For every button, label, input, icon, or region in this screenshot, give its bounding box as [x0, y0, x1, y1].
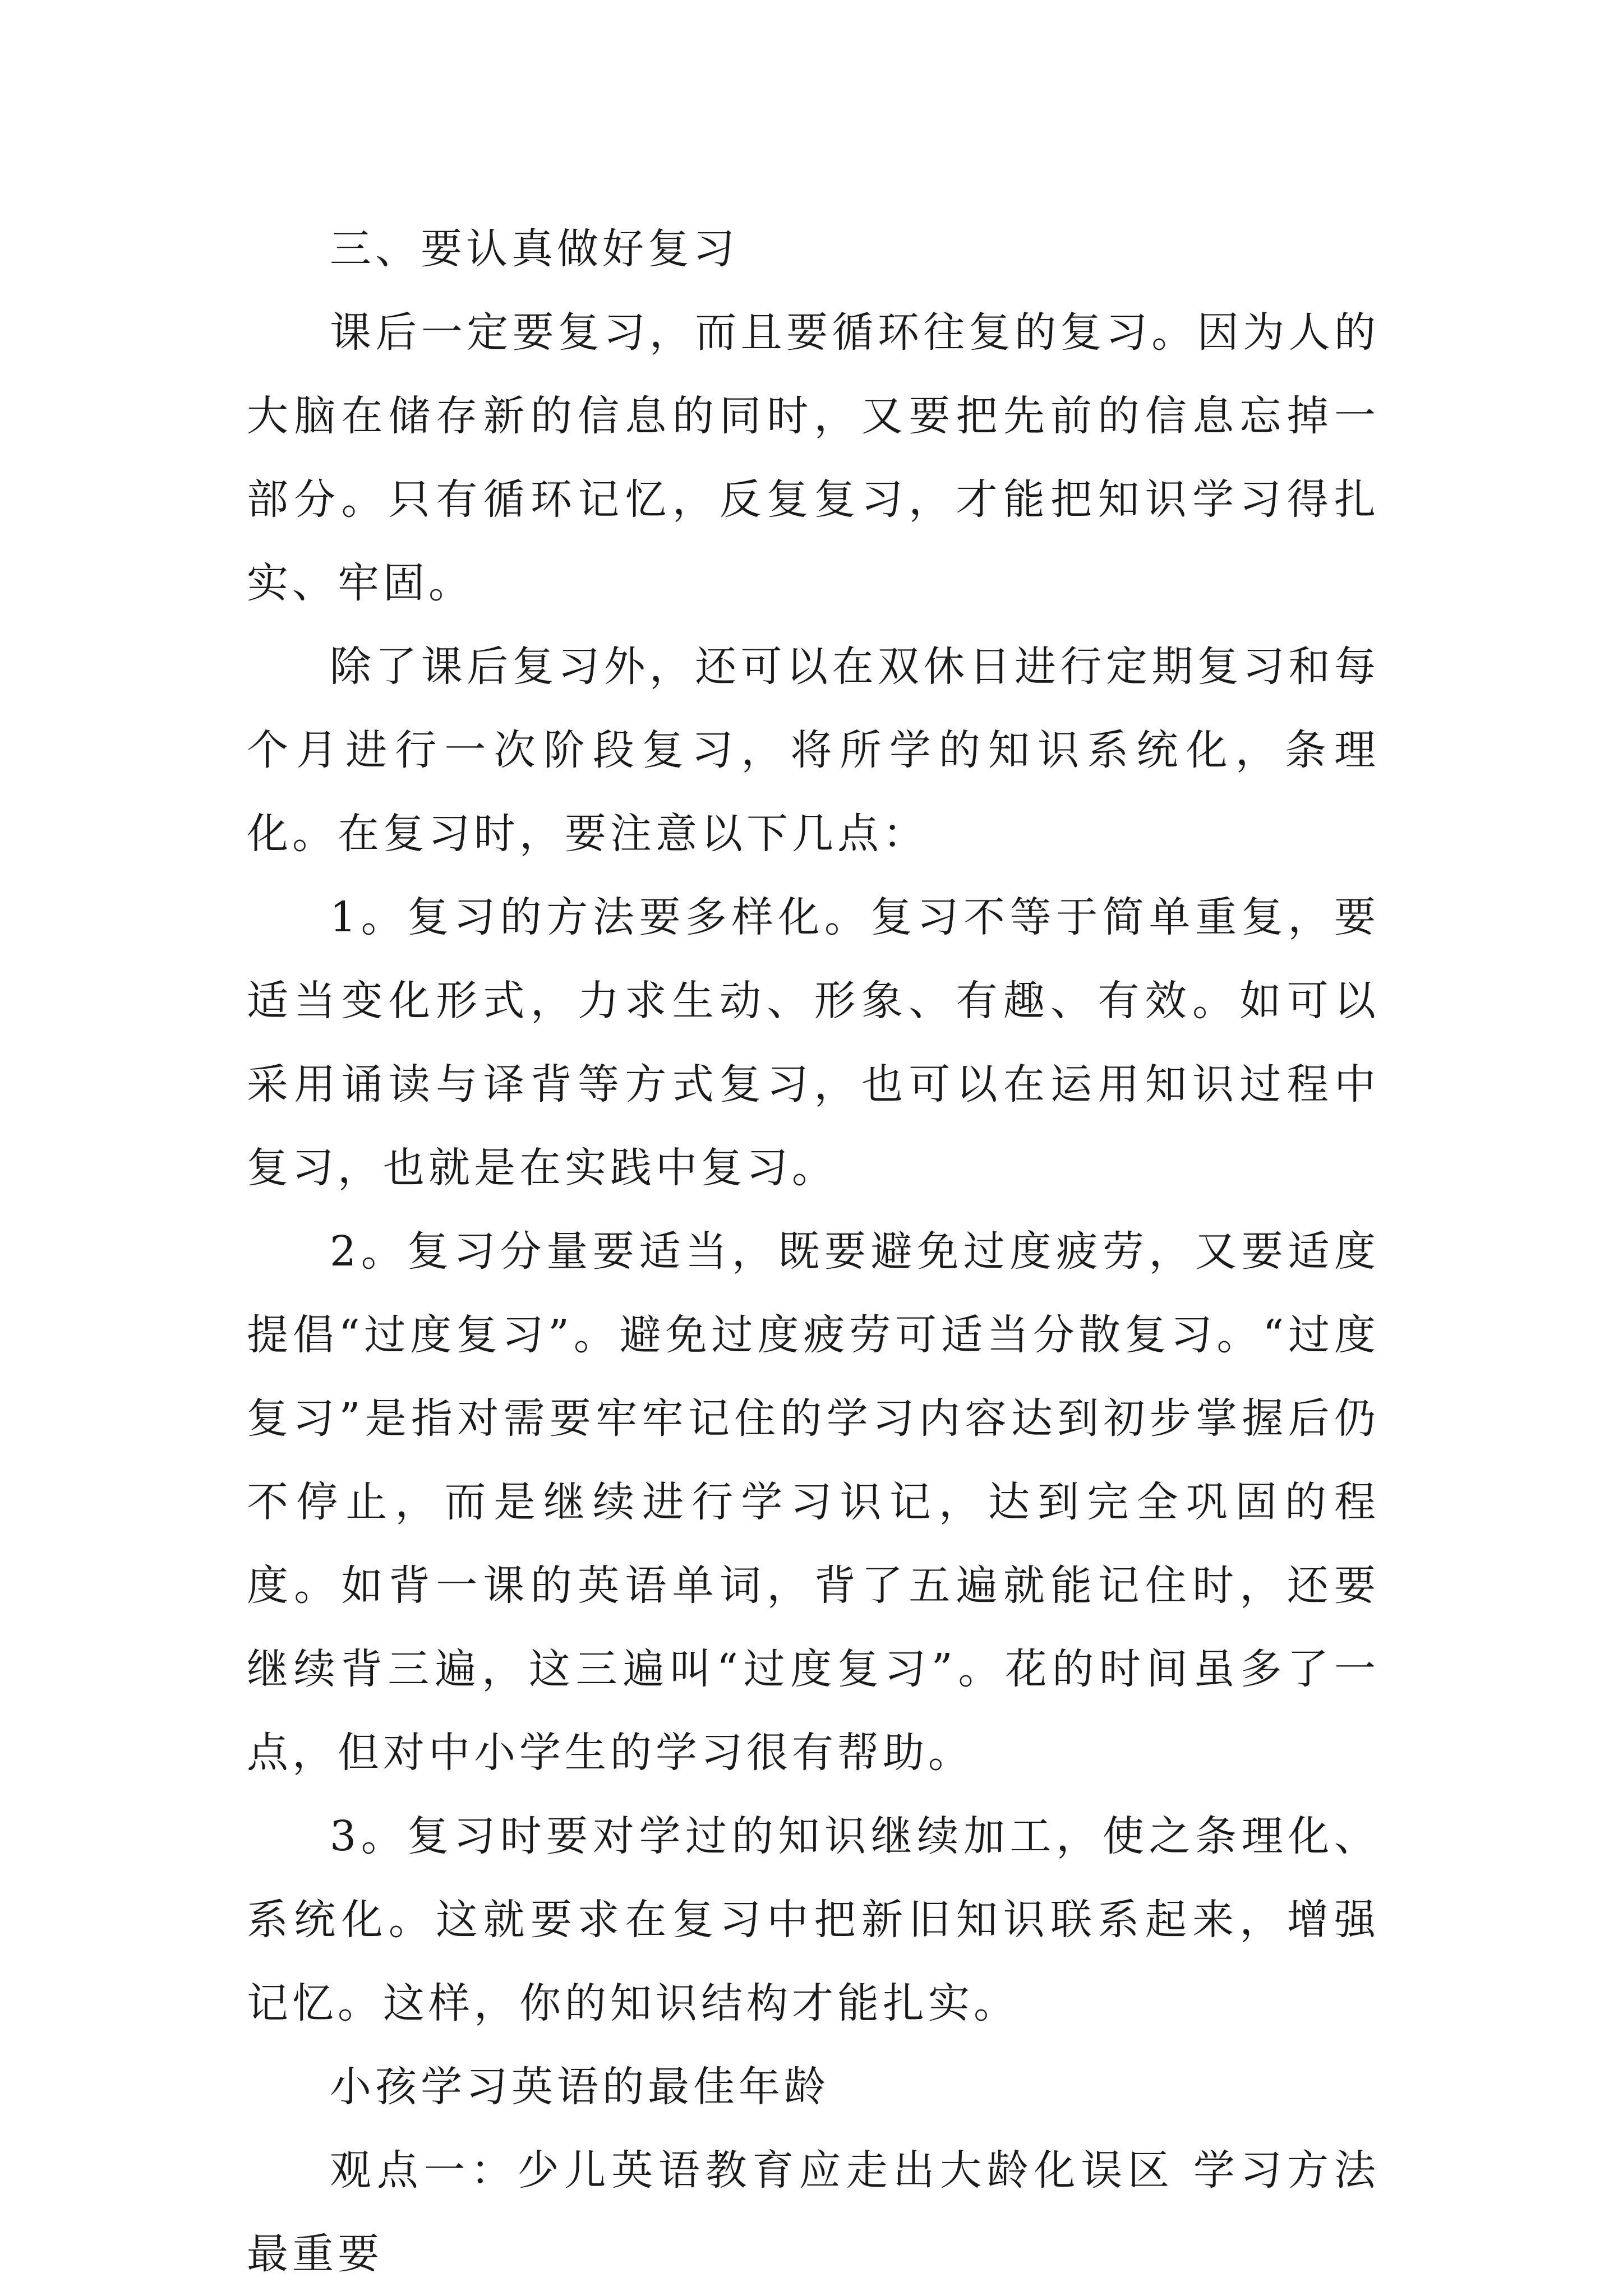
viewpoint-paragraph: 观点一：少儿英语教育应走出大龄化误区 学习方法最重要	[247, 2146, 1380, 2278]
list-item-paragraph: 2。复习分量要适当，既要避免过度疲劳，又要适度提倡“过度复习”。避免过度疲劳可适当分散复习。“过度复习”是指对需要牢牢记住的学习内容达到初步掌握后仍不停止，而是继续进行学习识记，达到完全巩固的程度。如背一课的英语单词，背了五遍就能记住时，还要继续背三遍，这三遍叫“过度复习”。花的时间虽多了一点，但对中小学生的学习很有帮助。	[247, 1227, 1380, 1777]
body-paragraph: 课后一定要复习，而且要循环往复的复习。因为人的大脑在储存新的信息的同时，又要把先前的信息忘掉一部分。只有循环记忆，反复复习，才能把知识学习得扎实、牢固。	[247, 308, 1380, 607]
list-item-paragraph: 3。复习时要对学过的知识继续加工，使之条理化、系统化。这就要求在复习中把新旧知识联系起来，增强记忆。这样，你的知识结构才能扎实。	[247, 1812, 1380, 2027]
section-heading: 三、要认真做好复习	[330, 225, 739, 273]
document-body	[247, 207, 1380, 2296]
subheading: 小孩学习英语的最佳年龄	[330, 2063, 829, 2111]
list-item-paragraph: 1。复习的方法要多样化。复习不等于简单重复，要适当变化形式，力求生动、形象、有趣、有效。如可以采用诵读与译背等方式复习，也可以在运用知识过程中复习，也就是在实践中复习。	[247, 893, 1380, 1192]
body-paragraph: 除了课后复习外，还可以在双休日进行定期复习和每个月进行一次阶段复习，将所学的知识系统化，条理化。在复习时，要注意以下几点：	[247, 643, 1380, 858]
